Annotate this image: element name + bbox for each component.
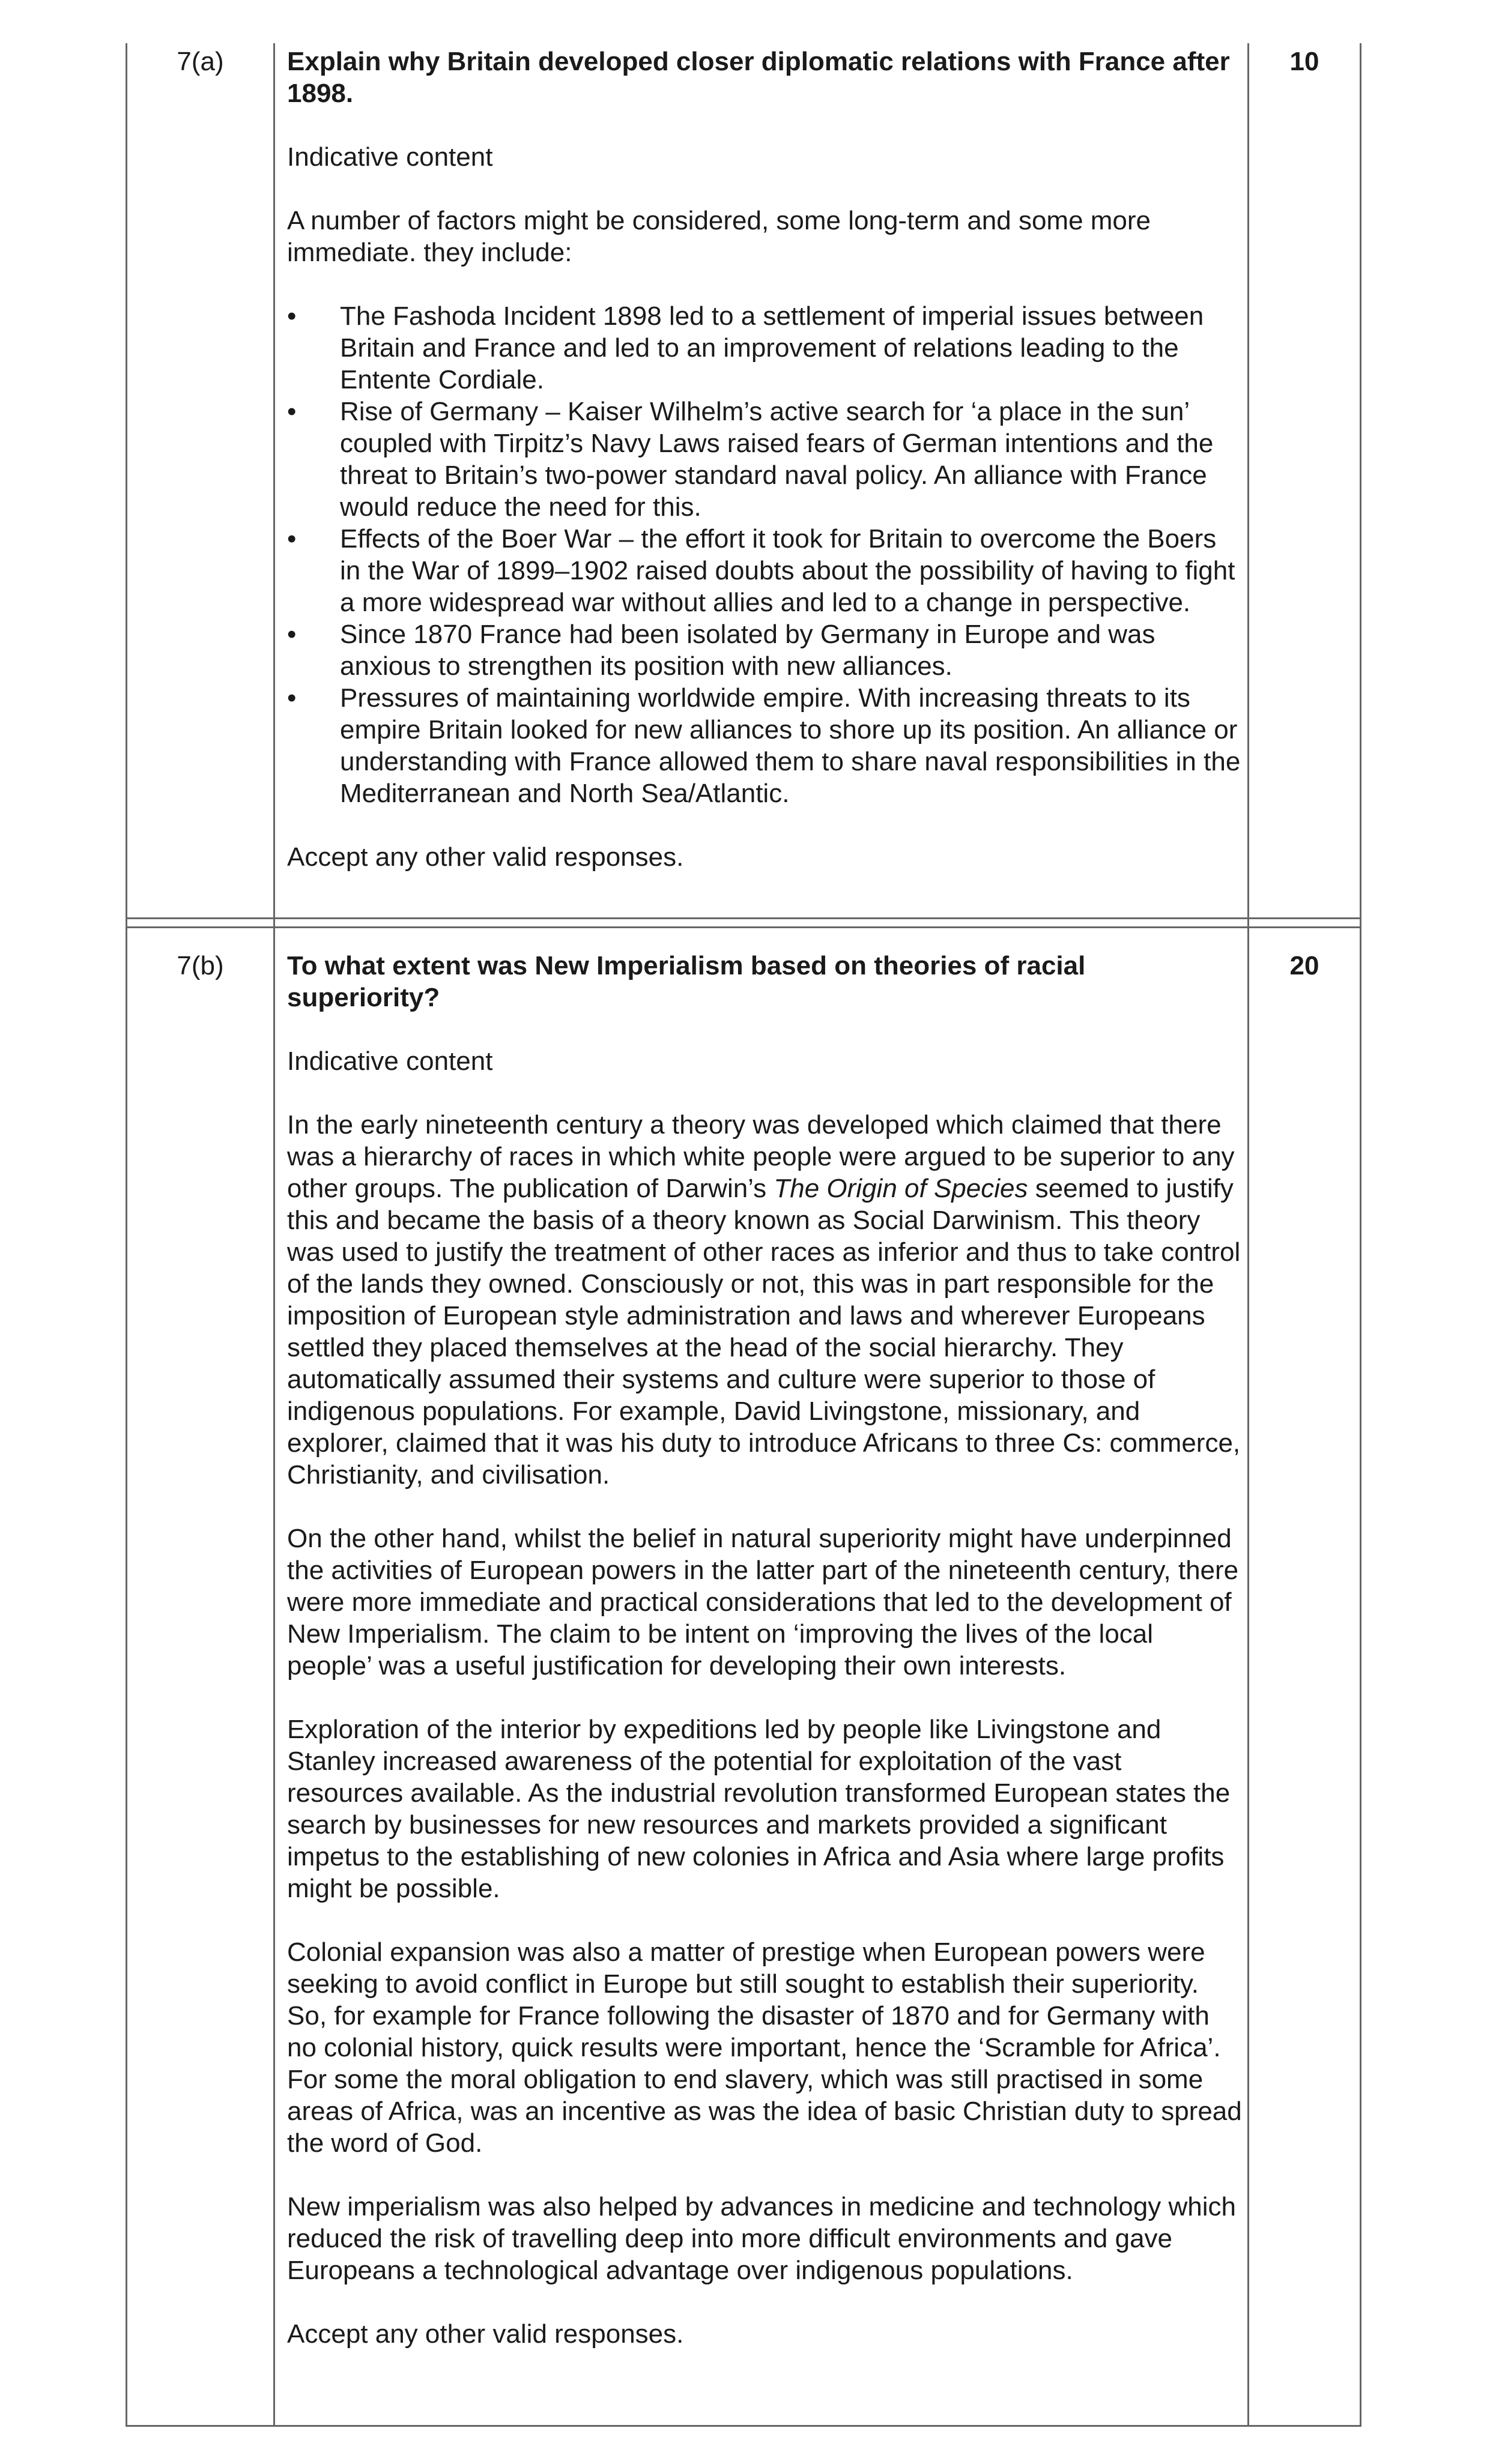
question-number-7b: 7(b) (177, 951, 224, 980)
table-border-right (1360, 43, 1361, 2427)
marks-7a: 10 (1289, 47, 1319, 76)
closing-text-7a: Accept any other valid responses. (287, 842, 684, 872)
paragraph-social-darwinism: In the early nineteenth century a theory was developed which claimed that there was a hierarchy of races in which white people were argued to be superior to any other groups. The publication of Darwin’s The Origin of Species seemed to justify this and became the basis of a theory known as Social Darwinism. This theory was used to justify the treatment of other races as inferior and thus to take control of the lands they owned. Consciously or not, this was in part responsible for the imposition of European style administration and laws and wherever Europeans settled they placed themselves at the head of the social hierarchy. They automatically assumed their systems and culture were superior to those of indigenous populations. For example, David Livingstone, missionary, and explorer, claimed that it was his duty to introduce Africans to three Cs: commerce, Christianity, and civilisation. (287, 1110, 1241, 1490)
book-title: The Origin of Species (774, 1174, 1028, 1203)
table-divider-marks-column (1247, 43, 1249, 2427)
bullet-icon: • (287, 620, 297, 649)
marks-7b: 20 (1289, 951, 1319, 980)
list-item: • The Fashoda Incident 1898 led to a settlement of imperial issues between Britain and France and led to an improvement of relations leading to the Entente Cordiale. (287, 301, 1204, 394)
list-item: • Since 1870 France had been isolated by Germany in Europe and was anxious to strengthen its position with new alliances. (287, 620, 1155, 681)
question-text-7a: Explain why Britain developed closer diplomatic relations with France after 1898. (287, 47, 1230, 108)
question-text-7b: To what extent was New Imperialism based on theories of racial superiority? (287, 951, 1086, 1012)
closing-text-7b: Accept any other valid responses. (287, 2319, 684, 2349)
row-separator-bottom (126, 926, 1361, 928)
paragraph-practical-considerations: On the other hand, whilst the belief in natural superiority might have underpinned the activities of European powers in the latter part of the nineteenth century, there were more immediate and practical considerations that led to the development of New Imperialism. The claim to be intent on ‘improving the lives of the local people’ was a useful justification for developing their own interests. (287, 1524, 1239, 1680)
table-divider-question-column (273, 43, 275, 2427)
paragraph-prestige: Colonial expansion was also a matter of prestige when European powers were seeking to avoid conflict in Europe but still sought to establish their superiority. So, for example for France following the disaster of 1870 and for Germany with no colonial history, quick results were important, hence the ‘Scramble for Africa’. For some the moral obligation to end slavery, which was still practised in some areas of Africa, was an incentive as was the idea of basic Christian duty to spread the word of God. (287, 1937, 1242, 2158)
paragraph-technology: New imperialism was also helped by advances in medicine and technology which reduced the risk of travelling deep into more difficult environments and gave Europeans a technological advantage over indigenous populations. (287, 2192, 1236, 2285)
list-item: • Rise of Germany – Kaiser Wilhelm’s active search for ‘a place in the sun’ coupled with Tirpitz’s Navy Laws raised fears of German intentions and the threat to Britain’s two-power standard naval policy. An alliance with France would reduce the need for this. (287, 397, 1214, 522)
bullet-icon: • (287, 524, 297, 554)
bullet-icon: • (287, 397, 297, 426)
paragraph-exploration: Exploration of the interior by expeditions led by people like Livingstone and Stanley increased awareness of the potential for exploitation of the vast resources available. As the industrial revolution transformed European states the search by businesses for new resources and markets provided a significant impetus to the establishing of new colonies in Africa and Asia where large profits might be possible. (287, 1715, 1231, 1903)
answer-content-7b (287, 950, 1242, 2350)
answer-content-7a (287, 46, 1242, 873)
list-item: • Effects of the Boer War – the effort it took for Britain to overcome the Boers in the War of 1899–1902 raised doubts about the possibility of having to fight a more widespread war without allies and led to a change in perspective. (287, 524, 1235, 617)
indicative-content-heading-7b: Indicative content (287, 1046, 493, 1076)
intro-text-7a: A number of factors might be considered, some long-term and some more immediate. they include: (287, 206, 1151, 267)
bullet-icon: • (287, 301, 297, 331)
bullet-icon: • (287, 683, 297, 713)
table-border-bottom (126, 2425, 1361, 2427)
question-number-7a: 7(a) (177, 47, 224, 76)
indicative-content-heading-7a: Indicative content (287, 142, 493, 172)
row-separator-top (126, 917, 1361, 919)
table-border-left (126, 43, 127, 2427)
factor-list-7a (287, 300, 1242, 809)
list-item: • Pressures of maintaining worldwide empire. With increasing threats to its empire Britain looked for new alliances to shore up its position. An alliance or understanding with France allowed them to share naval responsibilities in the Mediterranean and North Sea/Atlantic. (287, 683, 1241, 808)
